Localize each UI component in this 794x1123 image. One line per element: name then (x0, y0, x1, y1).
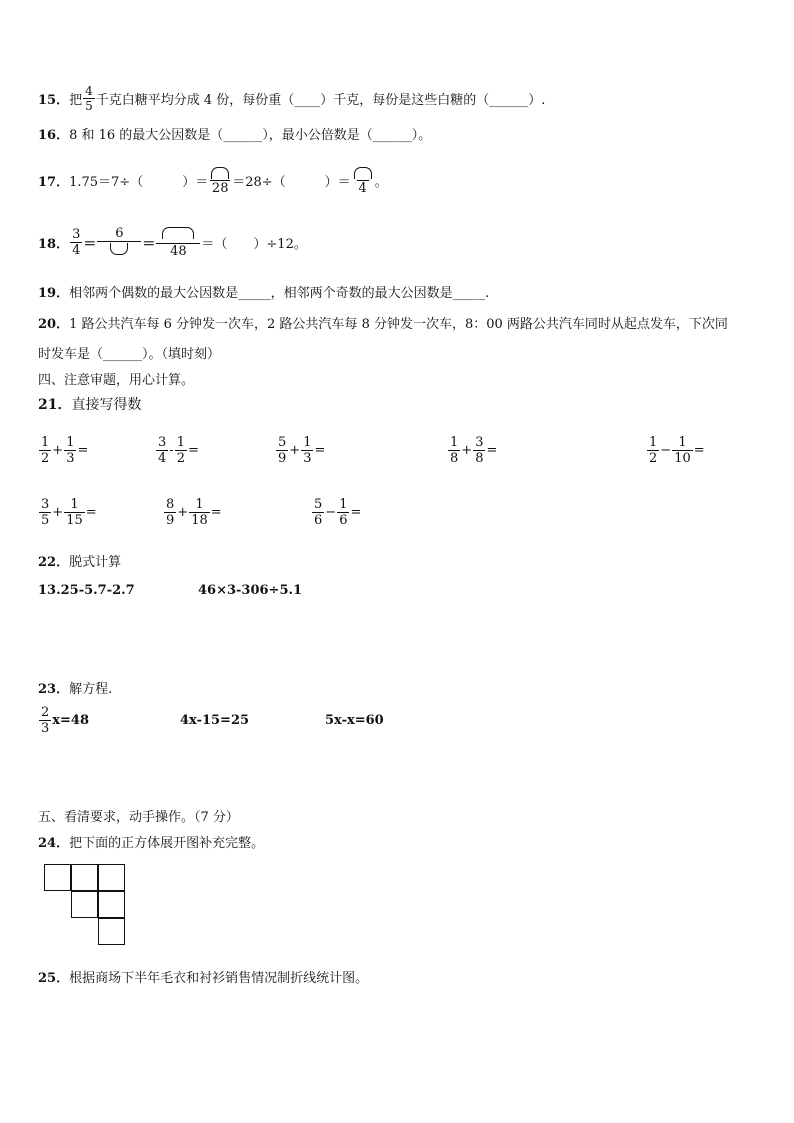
q21-equals: = (187, 442, 199, 458)
q21-item (155, 430, 199, 470)
q16-number: 16． (38, 128, 70, 143)
q21-numerator: 3 (158, 434, 167, 450)
q17-fraction-1 (209, 166, 231, 195)
q22-expression-2: 46×3-306÷5.1 (198, 583, 303, 598)
q21-numerator: 3 (475, 434, 484, 450)
q23-eq1-text: x=48 (52, 712, 90, 728)
q23-frac-denominator: 3 (41, 720, 50, 736)
q21-numerator: 1 (195, 496, 204, 512)
question-19 (38, 282, 489, 301)
q21-equals: = (85, 504, 97, 520)
q18-number: 18． (38, 236, 70, 252)
q16-text: 8 和 16 的最大公因数是（______），最小公倍数是（______）。 (69, 128, 432, 143)
q18-equals-2: ＝ (142, 236, 156, 252)
q17-frac2-denominator: 4 (358, 180, 367, 196)
q21-fraction-b (64, 436, 76, 465)
q21-denominator: 9 (166, 512, 175, 528)
cube-net-square (98, 864, 125, 891)
q23-frac-numerator: 2 (41, 704, 50, 720)
question-24 (38, 832, 264, 851)
q21-denominator: 10 (674, 450, 691, 466)
q18-frac2-numerator: 6 (115, 225, 124, 241)
q21-denominator: 3 (66, 450, 75, 466)
section-5-text: 五、看清要求，动手操作。（7 分） (38, 810, 239, 825)
q21-numerator: 5 (314, 496, 323, 512)
q15-fraction (83, 85, 95, 112)
q21-fraction-a (156, 436, 168, 465)
q21-numerator: 1 (70, 496, 79, 512)
q18-fraction-2 (97, 227, 141, 258)
q21-numerator: 1 (66, 434, 75, 450)
q23-number: 23． (38, 682, 70, 697)
q18-tail: ＝（ ）÷12。 (201, 236, 307, 252)
q15-prefix: 把 (69, 92, 83, 108)
section-4-heading (38, 369, 194, 388)
q21-operator: + (52, 504, 64, 520)
q21-numerator: 1 (303, 434, 312, 450)
q21-fraction-a (39, 498, 51, 527)
cube-net-square (71, 891, 98, 918)
q21-fraction-a (448, 436, 460, 465)
q23-title: 解方程. (69, 682, 113, 697)
q21-equals: = (77, 442, 89, 458)
q23-equation-1 (38, 700, 89, 740)
q17-part-b: ＝28÷（ ）＝ (232, 174, 351, 190)
q18-frac2-blank (97, 241, 141, 258)
cube-net-square (44, 864, 71, 891)
cube-net-square (71, 864, 98, 891)
q21-item (38, 492, 97, 532)
q21-equals: = (314, 442, 326, 458)
q21-numerator: 1 (339, 496, 348, 512)
q21-equals: = (486, 442, 498, 458)
question-18 (38, 220, 307, 264)
q21-denominator: 2 (176, 450, 185, 466)
q21-item (646, 430, 705, 470)
q21-operator: + (289, 442, 301, 458)
section-4-text: 四、注意审题，用心计算。 (38, 373, 195, 388)
q25-number: 25． (38, 971, 70, 986)
q21-fraction-a (312, 498, 324, 527)
q17-frac1-blank (209, 166, 231, 180)
q21-equals: = (350, 504, 362, 520)
q21-fraction-b (301, 436, 313, 465)
q20-line1: 1 路公共汽车每 6 分钟发一次车，2 路公共汽车每 8 分钟发一次车，8：00 两路公共汽车同时从起点发车，下次同 (69, 317, 728, 332)
q21-item (275, 430, 325, 470)
q18-fraction-3 (156, 227, 200, 258)
q21-denominator: 2 (649, 450, 658, 466)
q24-text: 把下面的正方体展开图补充完整。 (69, 836, 265, 851)
q20-line2: 时发车是（______）。（填时刻） (38, 347, 221, 362)
q17-frac2-blank (352, 166, 374, 180)
q22-expression-1: 13.25-5.7-2.7 (38, 583, 135, 598)
q22-number: 22． (38, 555, 70, 570)
q18-frac3-blank (160, 227, 196, 243)
q21-numerator: 1 (649, 434, 658, 450)
q21-fraction-b (189, 498, 210, 527)
q17-fraction-2 (352, 166, 374, 195)
question-21-heading (38, 394, 141, 414)
cube-net-square (98, 918, 125, 945)
question-23-heading (38, 678, 112, 697)
q21-equals: = (693, 442, 705, 458)
q18-frac3-denominator: 48 (156, 243, 200, 258)
q21-numerator: 1 (678, 434, 687, 450)
q21-numerator: 5 (278, 434, 287, 450)
q21-equals: = (210, 504, 222, 520)
q21-fraction-a (39, 436, 51, 465)
q23-equation-2: 4x-15=25 (180, 713, 250, 728)
q21-operator: + (461, 442, 473, 458)
q21-denominator: 18 (191, 512, 208, 528)
q21-fraction-b (473, 436, 485, 465)
q23-fraction (39, 706, 51, 735)
question-20-line-2 (38, 343, 220, 362)
q24-number: 24． (38, 836, 70, 851)
q21-operator: − (660, 442, 672, 458)
question-17 (38, 160, 388, 200)
q17-part-c: 。 (374, 174, 388, 190)
q17-part-a: 1.75＝7÷（ ）＝ (69, 174, 209, 190)
q21-fraction-a (164, 498, 176, 527)
q21-item (311, 492, 361, 532)
q21-denominator: 3 (303, 450, 312, 466)
q19-number: 19． (38, 286, 70, 301)
q21-numerator: 1 (176, 434, 185, 450)
q21-numerator: 3 (41, 496, 50, 512)
q21-denominator: 6 (314, 512, 323, 528)
q15-frac-numerator: 4 (85, 83, 93, 98)
q18-frac1-numerator: 3 (72, 226, 81, 242)
q21-fraction-b (337, 498, 349, 527)
q21-denominator: 8 (450, 450, 459, 466)
q17-frac1-denominator: 28 (211, 180, 229, 196)
q21-denominator: 5 (41, 512, 50, 528)
q15-frac-denominator: 5 (85, 98, 93, 113)
q22-title: 脱式计算 (69, 555, 122, 570)
cube-net-square (98, 891, 125, 918)
q21-fraction-b (175, 436, 187, 465)
question-22-heading (38, 551, 121, 570)
q23-equation-3: 5x-x=60 (325, 713, 384, 728)
q20-number: 20． (38, 317, 70, 332)
q21-operator: + (177, 504, 189, 520)
q21-denominator: 6 (339, 512, 348, 528)
question-15 (38, 83, 545, 113)
q15-number: 15． (38, 92, 70, 108)
q21-fraction-a (276, 436, 288, 465)
q21-item (163, 492, 222, 532)
q21-operator: − (325, 504, 337, 520)
q21-item (38, 430, 88, 470)
q21-denominator: 2 (41, 450, 50, 466)
q21-numerator: 8 (166, 496, 175, 512)
q21-denominator: 4 (158, 450, 167, 466)
q18-equals-1: ＝ (83, 236, 97, 252)
q21-numerator: 1 (41, 434, 50, 450)
q21-operator: + (52, 442, 64, 458)
q21-fraction-b (672, 436, 693, 465)
q19-text: 相邻两个偶数的最大公因数是_____，相邻两个奇数的最大公因数是_____. (69, 286, 490, 301)
q21-denominator: 9 (278, 450, 287, 466)
q18-frac1-denominator: 4 (72, 242, 81, 258)
question-20-line-1 (38, 313, 728, 332)
question-25 (38, 967, 368, 986)
q21-fraction-b (64, 498, 85, 527)
q18-fraction-1 (70, 228, 82, 257)
q21-item (447, 430, 497, 470)
q21-number: 21． (38, 397, 72, 413)
q21-operator: - (169, 442, 174, 458)
q25-text: 根据商场下半年毛衣和衬衫销售情况制折线统计图。 (69, 971, 369, 986)
q21-denominator: 15 (66, 512, 83, 528)
q21-numerator: 1 (450, 434, 459, 450)
q17-number: 17． (38, 174, 70, 190)
q21-fraction-a (647, 436, 659, 465)
q21-title: 直接写得数 (71, 397, 142, 413)
question-16 (38, 124, 431, 143)
q21-denominator: 8 (475, 450, 484, 466)
q15-text: 千克白糖平均分成 4 份，每份重（____）千克，每份是这些白糖的（______）. (95, 92, 546, 108)
section-5-heading (38, 806, 239, 825)
